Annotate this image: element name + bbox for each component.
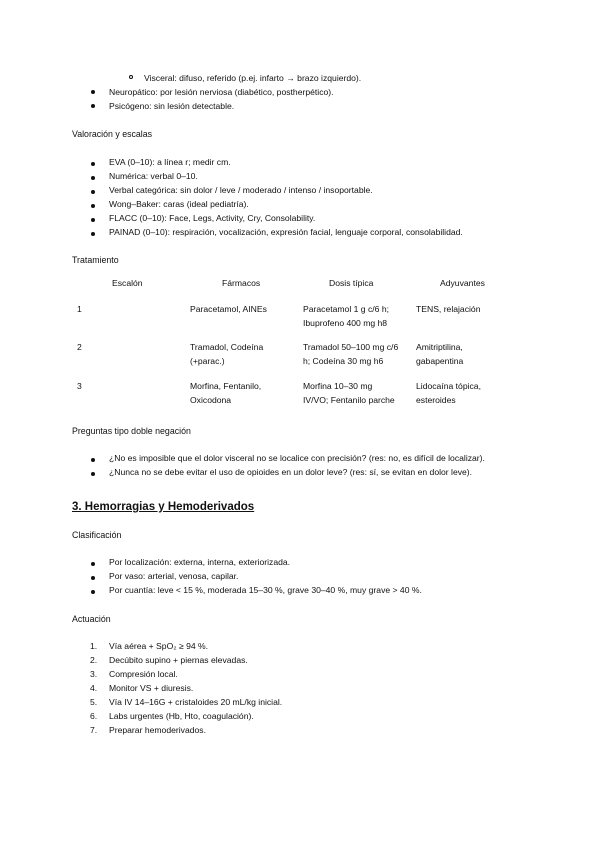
list-item: FLACC (0–10): Face, Legs, Activity, Cry, Consolability. <box>109 213 316 223</box>
table-cell-dosis: IV/VO; Fentanilo parche <box>303 395 395 405</box>
table-cell-dosis: h; Codeína 30 mg h6 <box>303 356 384 366</box>
list-item: Por vaso: arterial, venosa, capilar. <box>109 571 239 581</box>
list-item: Monitor VS + diuresis. <box>109 683 194 693</box>
list-item: ¿Nunca no se debe evitar el uso de opioides en un dolor leve? (res: sí, se evitan en dolor leve). <box>109 467 473 477</box>
bullet-icon <box>91 590 95 594</box>
valoracion-heading: Valoración y escalas <box>72 129 153 139</box>
list-number: 6. <box>90 711 98 721</box>
bullet-icon <box>91 232 95 236</box>
list-number: 4. <box>90 683 98 693</box>
table-cell-dosis: Morfina 10–30 mg <box>303 381 373 391</box>
bullet-icon <box>91 162 95 166</box>
list-item: PAINAD (0–10): respiración, vocalización, expresión facial, lenguaje corporal, consolabilidad. <box>109 227 463 237</box>
bullet-icon <box>91 204 95 208</box>
bullet-icon <box>91 562 95 566</box>
table-header-adyuvantes: Adyuvantes <box>440 278 485 288</box>
table-cell-dosis: Tramadol 50–100 mg c/6 <box>303 342 399 352</box>
list-item: Wong–Baker: caras (ideal pediatría). <box>109 199 249 209</box>
list-item: Por localización: externa, interna, exteriorizada. <box>109 557 291 567</box>
hollow-bullet-icon <box>129 75 133 79</box>
list-number: 7. <box>90 725 98 735</box>
list-item: Preparar hemoderivados. <box>109 725 206 735</box>
list-item: Verbal categórica: sin dolor / leve / moderado / intenso / insoportable. <box>109 185 373 195</box>
bullet-icon <box>91 104 95 108</box>
table-cell-dosis: Paracetamol 1 g c/6 h; <box>303 304 389 314</box>
list-item: Numérica: verbal 0–10. <box>109 171 198 181</box>
list-item-neuropatico: Neuropático: por lesión nerviosa (diabético, postherpético). <box>109 87 334 97</box>
list-item: Labs urgentes (Hb, Hto, coagulación). <box>109 711 254 721</box>
list-number: 3. <box>90 669 98 679</box>
table-cell-adyuvantes: gabapentina <box>416 356 464 366</box>
bullet-icon <box>91 176 95 180</box>
table-cell-farmacos: Morfina, Fentanilo, <box>190 381 262 391</box>
preguntas-heading: Preguntas tipo doble negación <box>72 426 191 436</box>
list-item: Por cuantía: leve < 15 %, moderada 15–30 %, grave 30–40 %, muy grave > 40 %. <box>109 585 422 595</box>
bullet-icon <box>91 90 95 94</box>
list-number: 1. <box>90 641 98 651</box>
list-item: EVA (0–10): a línea r; medir cm. <box>109 157 231 167</box>
list-number: 2. <box>90 655 98 665</box>
table-cell-escalon: 2 <box>77 342 82 352</box>
table-header-escalon: Escalón <box>112 278 143 288</box>
table-cell-adyuvantes: esteroides <box>416 395 456 405</box>
table-header-farmacos: Fármacos <box>222 278 261 288</box>
table-cell-escalon: 1 <box>77 304 82 314</box>
list-item: ¿No es imposible que el dolor visceral no se localice con precisión? (res: no, es difícil de localizar). <box>109 453 485 463</box>
table-cell-adyuvantes: Lidocaína tópica, <box>416 381 481 391</box>
table-cell-farmacos: (+parac.) <box>190 356 225 366</box>
list-item: Compresión local. <box>109 669 178 679</box>
table-header-dosis: Dosis típica <box>329 278 374 288</box>
bullet-icon <box>91 190 95 194</box>
list-number: 5. <box>90 697 98 707</box>
clasificacion-heading: Clasificación <box>72 530 122 540</box>
list-item: Vía aérea + SpO₂ ≥ 94 %. <box>109 641 209 651</box>
bullet-icon <box>91 218 95 222</box>
section-title: 3. Hemorragias y Hemoderivados <box>72 501 255 513</box>
bullet-icon <box>91 458 95 462</box>
table-cell-adyuvantes: TENS, relajación <box>416 304 481 314</box>
bullet-icon <box>91 472 95 476</box>
table-cell-farmacos: Paracetamol, AINEs <box>190 304 267 314</box>
actuacion-heading: Actuación <box>72 614 111 624</box>
list-item-visceral: Visceral: difuso, referido (p.ej. infarto → brazo izquierdo). <box>144 73 362 83</box>
list-item: Vía IV 14–16G + cristaloides 20 mL/kg inicial. <box>109 697 283 707</box>
list-item-psicogeno: Psicógeno: sin lesión detectable. <box>109 101 235 111</box>
bullet-icon <box>91 576 95 580</box>
list-item: Decúbito supino + piernas elevadas. <box>109 655 248 665</box>
table-cell-farmacos: Oxicodona <box>190 395 232 405</box>
table-cell-dosis: Ibuprofeno 400 mg h8 <box>303 318 388 328</box>
table-cell-escalon: 3 <box>77 381 82 391</box>
table-cell-adyuvantes: Amitriptilina, <box>416 342 463 352</box>
tratamiento-heading: Tratamiento <box>72 255 119 265</box>
table-cell-farmacos: Tramadol, Codeína <box>190 342 264 352</box>
